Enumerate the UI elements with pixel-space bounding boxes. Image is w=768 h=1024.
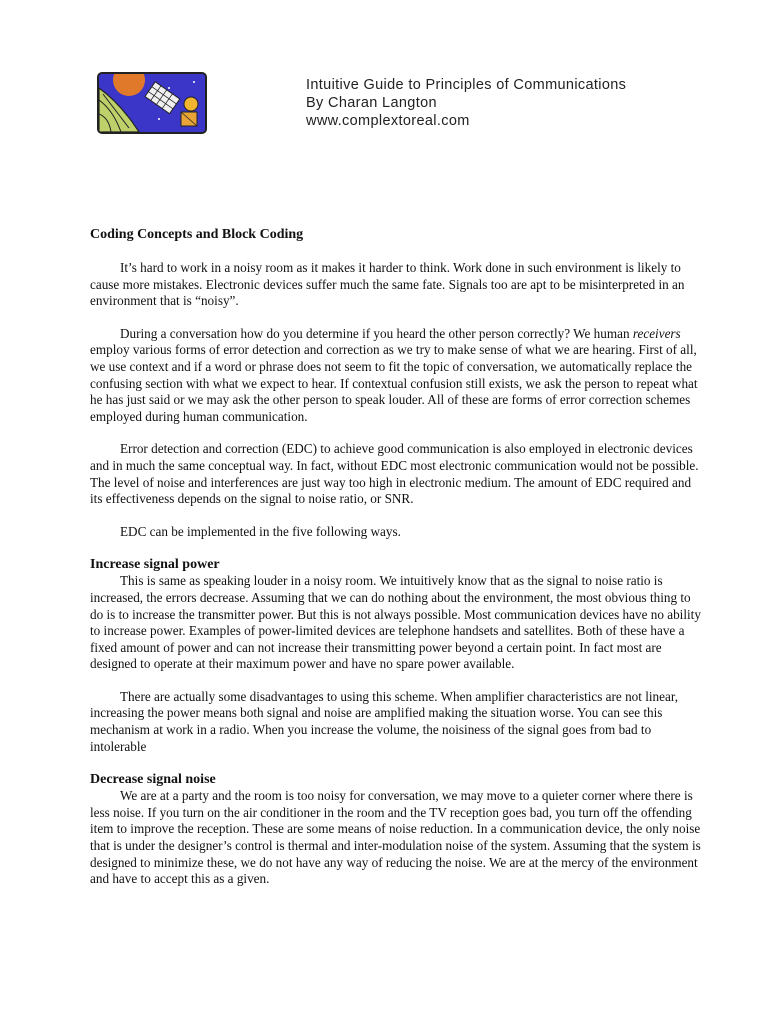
intro-paragraph-3: Error detection and correction (EDC) to achieve good communication is also employed in electronic devices and in much the same conceptual way. In fact, without EDC most electronic communication would not be possible. The level of noise and interferences are just way too high in electronic medium. The amount of EDC required and its effectiveness depends on the signal to noise ratio, or SNR. xyxy=(90,441,699,507)
section2-paragraph-1: We are at a party and the room is too noisy for conversation, we may move to a quieter corner where there is less noise. If you turn on the air conditioner in the room and the TV reception goes bad, you turn off the offending item to improve the reception. These are some means of noise reduction. In a communication device, the only noise that is under the designer’s control is thermal and inter-modulation noise of the system. Assuming that the system is designed to minimize these, we do not have any way of reducing the noise. We are at the mercy of the environment and have to accept this as a given. xyxy=(90,788,701,887)
section1-paragraph-1: This is same as speaking louder in a noisy room. We intuitively know that as the signal to noise ratio is increased, the errors decrease. Assuming that we can do nothing about the environment, the most obvious thing to do is to increase the transmitter power. But this is not always possible. Most communication devices have no ability to increase power. Examples of power-limited devices are telephone handsets and satellites. Both of these have a fixed amount of power and can not increase their transmitting power beyond a certain point. In fact most are designed to operate at their maximum power and have no spare power available. xyxy=(90,573,701,672)
intro-paragraph-2 xyxy=(90,326,702,426)
section-heading-increase-signal-power: Increase signal power xyxy=(90,557,220,573)
intro-paragraph-4: EDC can be implemented in the five following ways. xyxy=(120,523,401,539)
section-heading-decrease-signal-noise: Decrease signal noise xyxy=(90,772,216,788)
document-body xyxy=(90,226,702,904)
intro-p2-text-a: During a conversation how do you determine if you heard the other person correctly? We human xyxy=(120,325,633,341)
header-title: Intuitive Guide to Principles of Communications xyxy=(306,77,627,93)
intro-paragraph-1: It’s hard to work in a noisy room as it makes it harder to think. Work done in such environment is likely to cause more mistakes. Electronic devices suffer much the same fate. Signals too are apt to be misinterpreted in an environment that is “noisy”. xyxy=(90,260,685,309)
site-logo xyxy=(97,72,207,134)
satellite-dish-icon xyxy=(99,74,205,132)
intro-p2-emphasis: receivers xyxy=(632,325,681,341)
intro-p2-text-b: employ various forms of error detection and correction as we try to make sense of what we are hearing. First of all, we use context and if a word or phrase does not seem to fit the topic of conversation, we automatically replace the confusing section with what we expect to hear. If contextual confusion still exists, we ask the person to repeat what he has just said or we may ask the other person to speak louder. All of these are forms of error correction schemes employed during human communication. xyxy=(90,342,698,424)
header-author: By Charan Langton xyxy=(306,95,437,111)
header-website: www.complextoreal.com xyxy=(306,113,470,129)
section1-paragraph-2: There are actually some disadvantages to using this scheme. When amplifier characteristics are not linear, increasing the power means both signal and noise are amplified making the situation worse. You can see this mechanism at work in a radio. When you increase the volume, the noisiness of the signal goes from bad to intolerable xyxy=(90,688,679,754)
document-title: Coding Concepts and Block Coding xyxy=(90,227,304,242)
document-header xyxy=(306,76,626,130)
